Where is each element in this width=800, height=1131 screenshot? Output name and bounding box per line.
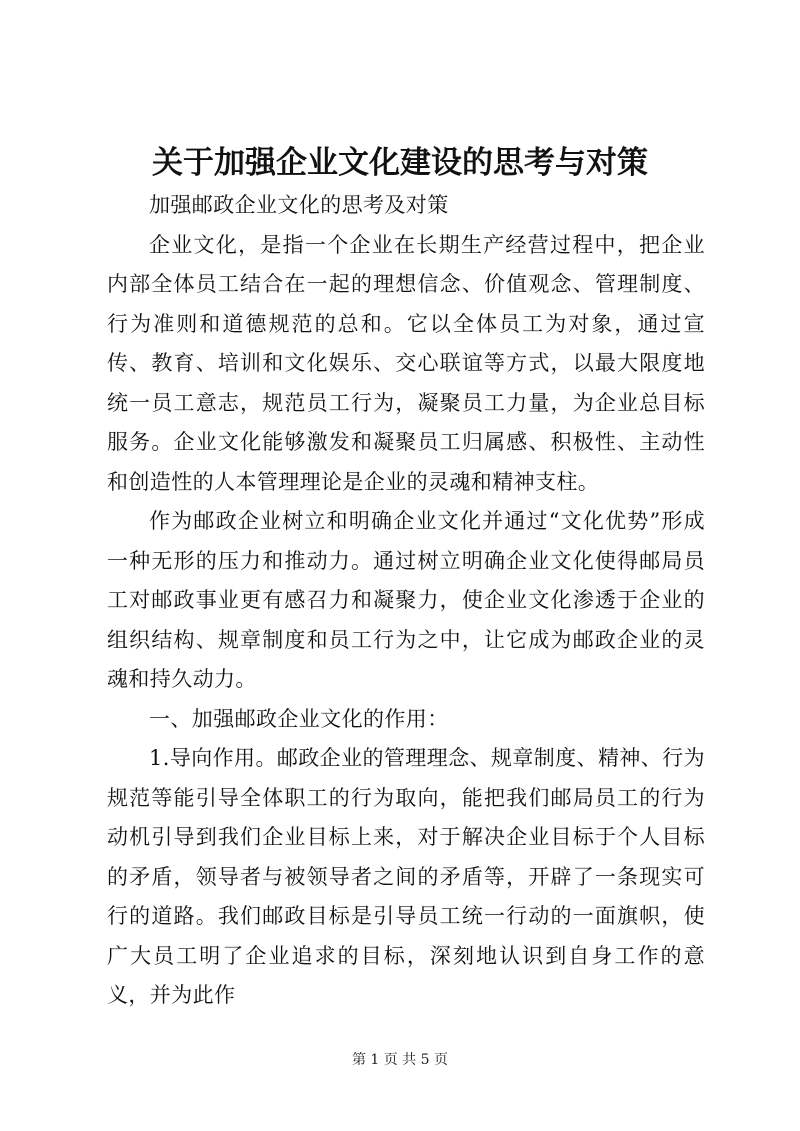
page-number-footer: 第 1 页 共 5 页	[351, 1052, 449, 1068]
paragraph-culture-advantage: 作为邮政企业树立和明确企业文化并通过“文化优势”形成一种无形的压力和推动力。通过树立明确企业文化使得邮局员工对邮政事业更有感召力和凝聚力，使企业文化渗透于企业的组织结构、规章制度和员工行为之中，让它成为邮政企业的灵魂和持久动力。	[107, 509, 705, 691]
document-body	[107, 186, 705, 1016]
section-heading-role: 一、加强邮政企业文化的作用：	[149, 706, 449, 731]
paragraph-definition: 企业文化，是指一个企业在长期生产经营过程中，把企业内部全体员工结合在一起的理想信念、价值观念、管理制度、行为准则和道德规范的总和。它以全体员工为对象，通过宣传、教育、培训和文化娱乐、交心联谊等方式，以最大限度地统一员工意志，规范员工行为，凝聚员工力量，为企业总目标服务。企业文化能够激发和凝聚员工归属感、积极性、主动性和创造性的人本管理理论是企业的灵魂和精神支柱。	[107, 232, 705, 494]
paragraph-subtitle: 加强邮政企业文化的思考及对策	[149, 193, 449, 217]
document-title: 关于加强企业文化建设的思考与对策	[152, 145, 648, 181]
paragraph-guidance-role: 1.导向作用。邮政企业的管理理念、规章制度、精神、行为规范等能引导全体职工的行为取向，能把我们邮局员工的行为动机引导到我们企业目标上来，对于解决企业目标于个人目标的矛盾，领导者与被领导者之间的矛盾等，开辟了一条现实可行的道路。我们邮政目标是引导员工统一行动的一面旗帜，使广大员工明了企业追求的目标，深刻地认识到自身工作的意义，并为此作	[107, 746, 705, 1007]
